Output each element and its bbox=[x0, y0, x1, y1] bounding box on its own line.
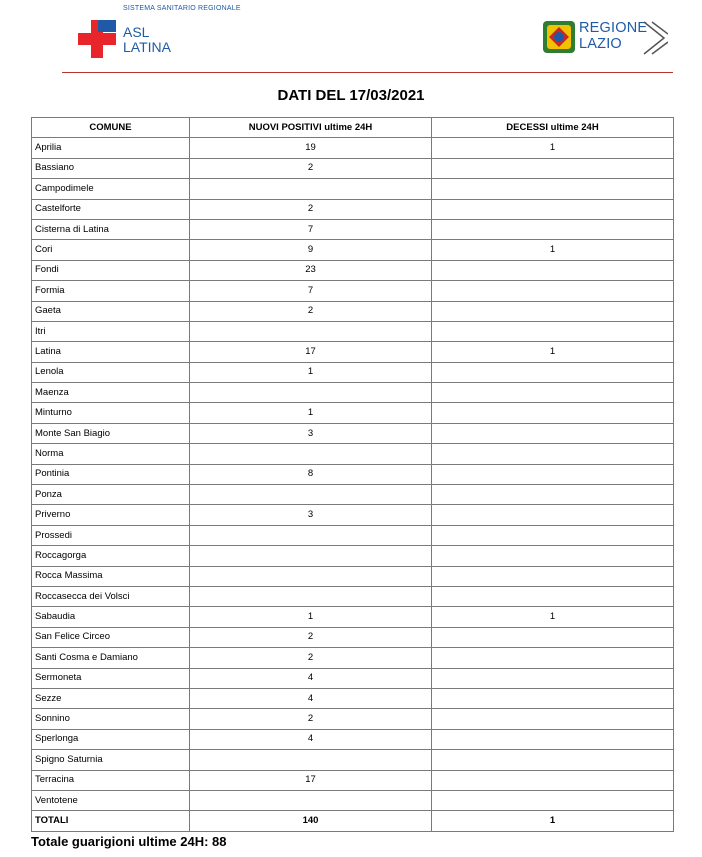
nuovi-positivi-cell: 19 bbox=[190, 138, 432, 158]
regione-lazio-text bbox=[579, 20, 647, 52]
comune-cell: Santi Cosma e Damiano bbox=[32, 648, 190, 668]
total-nuovi-positivi: 140 bbox=[190, 811, 432, 831]
decessi-cell bbox=[432, 219, 674, 239]
comune-cell: Priverno bbox=[32, 505, 190, 525]
table-row bbox=[32, 240, 674, 260]
comune-cell: Lenola bbox=[32, 362, 190, 382]
nuovi-positivi-cell bbox=[190, 546, 432, 566]
comune-cell: Sonnino bbox=[32, 709, 190, 729]
nuovi-positivi-cell: 17 bbox=[190, 342, 432, 362]
table-row bbox=[32, 158, 674, 178]
nuovi-positivi-cell: 9 bbox=[190, 240, 432, 260]
comune-cell: Ventotene bbox=[32, 790, 190, 810]
nuovi-positivi-cell bbox=[190, 566, 432, 586]
decessi-cell bbox=[432, 423, 674, 443]
table-row bbox=[32, 627, 674, 647]
decessi-cell bbox=[432, 770, 674, 790]
comune-cell: Aprilia bbox=[32, 138, 190, 158]
comune-cell: Roccasecca dei Volsci bbox=[32, 586, 190, 606]
table-row bbox=[32, 383, 674, 403]
decessi-cell: 1 bbox=[432, 240, 674, 260]
comune-cell: Cisterna di Latina bbox=[32, 219, 190, 239]
table-row bbox=[32, 342, 674, 362]
comune-cell: Pontinia bbox=[32, 464, 190, 484]
comune-cell: Monte San Biagio bbox=[32, 423, 190, 443]
table-row bbox=[32, 321, 674, 341]
nuovi-positivi-cell: 1 bbox=[190, 403, 432, 423]
table-row bbox=[32, 138, 674, 158]
table-row bbox=[32, 668, 674, 688]
nuovi-positivi-cell bbox=[190, 586, 432, 606]
decessi-cell bbox=[432, 362, 674, 382]
lazio-chevron-icon bbox=[642, 20, 668, 56]
decessi-cell bbox=[432, 586, 674, 606]
decessi-cell bbox=[432, 627, 674, 647]
decessi-cell bbox=[432, 668, 674, 688]
table-row bbox=[32, 607, 674, 627]
asl-latina-logo bbox=[78, 4, 278, 60]
decessi-cell bbox=[432, 260, 674, 280]
asl-line1: ASL bbox=[123, 24, 150, 40]
table-row bbox=[32, 586, 674, 606]
regione-lazio-logo bbox=[542, 18, 668, 58]
table-row bbox=[32, 444, 674, 464]
comune-cell: Sperlonga bbox=[32, 729, 190, 749]
column-header-comune: COMUNE bbox=[32, 118, 190, 138]
comune-cell: Itri bbox=[32, 321, 190, 341]
totals-label: TOTALI bbox=[32, 811, 190, 831]
comune-cell: Sermoneta bbox=[32, 668, 190, 688]
decessi-cell bbox=[432, 301, 674, 321]
table-row bbox=[32, 423, 674, 443]
decessi-cell bbox=[432, 383, 674, 403]
decessi-cell bbox=[432, 444, 674, 464]
decessi-cell bbox=[432, 729, 674, 749]
comune-cell: Formia bbox=[32, 281, 190, 301]
nuovi-positivi-cell: 1 bbox=[190, 362, 432, 382]
comune-cell: San Felice Circeo bbox=[32, 627, 190, 647]
table-row bbox=[32, 464, 674, 484]
comune-cell: Gaeta bbox=[32, 301, 190, 321]
decessi-cell bbox=[432, 688, 674, 708]
nuovi-positivi-cell: 3 bbox=[190, 423, 432, 443]
lazio-line2: LAZIO bbox=[579, 36, 622, 52]
table-row bbox=[32, 260, 674, 280]
table-row bbox=[32, 648, 674, 668]
decessi-cell bbox=[432, 546, 674, 566]
comune-cell: Campodimele bbox=[32, 179, 190, 199]
regione-lazio-emblem-icon bbox=[542, 20, 576, 54]
decessi-cell bbox=[432, 750, 674, 770]
table-row bbox=[32, 525, 674, 545]
nuovi-positivi-cell bbox=[190, 383, 432, 403]
nuovi-positivi-cell: 2 bbox=[190, 648, 432, 668]
table-row bbox=[32, 688, 674, 708]
table-row bbox=[32, 301, 674, 321]
decessi-cell bbox=[432, 179, 674, 199]
decessi-cell bbox=[432, 199, 674, 219]
table-row bbox=[32, 281, 674, 301]
nuovi-positivi-cell bbox=[190, 444, 432, 464]
nuovi-positivi-cell: 2 bbox=[190, 709, 432, 729]
table-row bbox=[32, 219, 674, 239]
decessi-cell bbox=[432, 566, 674, 586]
table-row bbox=[32, 546, 674, 566]
nuovi-positivi-cell: 7 bbox=[190, 219, 432, 239]
table-row bbox=[32, 362, 674, 382]
comune-cell: Spigno Saturnia bbox=[32, 750, 190, 770]
asl-tagline: SISTEMA SANITARIO REGIONALE bbox=[123, 5, 241, 12]
nuovi-positivi-cell: 8 bbox=[190, 464, 432, 484]
nuovi-positivi-cell: 2 bbox=[190, 158, 432, 178]
total-decessi: 1 bbox=[432, 811, 674, 831]
nuovi-positivi-cell: 3 bbox=[190, 505, 432, 525]
comune-cell: Maenza bbox=[32, 383, 190, 403]
totals-row bbox=[32, 811, 674, 831]
nuovi-positivi-cell: 2 bbox=[190, 199, 432, 219]
decessi-cell bbox=[432, 321, 674, 341]
nuovi-positivi-cell bbox=[190, 525, 432, 545]
comune-cell: Terracina bbox=[32, 770, 190, 790]
health-cross-icon bbox=[78, 20, 116, 58]
table-row bbox=[32, 770, 674, 790]
nuovi-positivi-cell: 17 bbox=[190, 770, 432, 790]
page-title: DATI DEL 17/03/2021 bbox=[277, 87, 425, 104]
comune-cell: Prossedi bbox=[32, 525, 190, 545]
document-header bbox=[0, 0, 702, 75]
decessi-cell bbox=[432, 158, 674, 178]
comune-cell: Castelforte bbox=[32, 199, 190, 219]
decessi-cell bbox=[432, 281, 674, 301]
lazio-line1: REGIONE bbox=[579, 20, 648, 36]
table-row bbox=[32, 790, 674, 810]
decessi-cell bbox=[432, 505, 674, 525]
decessi-cell bbox=[432, 485, 674, 505]
table-row bbox=[32, 505, 674, 525]
nuovi-positivi-cell: 2 bbox=[190, 627, 432, 647]
column-header-decessi: DECESSI ultime 24H bbox=[432, 118, 674, 138]
comune-cell: Roccagorga bbox=[32, 546, 190, 566]
total-recoveries: Totale guarigioni ultime 24H: 88 bbox=[31, 834, 227, 849]
table-row bbox=[32, 179, 674, 199]
comune-cell: Bassiano bbox=[32, 158, 190, 178]
comune-cell: Sezze bbox=[32, 688, 190, 708]
asl-name bbox=[123, 25, 171, 55]
comune-cell: Fondi bbox=[32, 260, 190, 280]
decessi-cell bbox=[432, 648, 674, 668]
decessi-cell bbox=[432, 403, 674, 423]
comune-cell: Sabaudia bbox=[32, 607, 190, 627]
header-divider bbox=[62, 72, 673, 73]
table-header-row bbox=[32, 118, 674, 138]
comune-cell: Cori bbox=[32, 240, 190, 260]
comune-cell: Ponza bbox=[32, 485, 190, 505]
nuovi-positivi-cell: 7 bbox=[190, 281, 432, 301]
column-header-nuovi-positivi: NUOVI POSITIVI ultime 24H bbox=[190, 118, 432, 138]
nuovi-positivi-cell bbox=[190, 750, 432, 770]
table-row bbox=[32, 566, 674, 586]
table-row bbox=[32, 729, 674, 749]
table-row bbox=[32, 403, 674, 423]
nuovi-positivi-cell: 4 bbox=[190, 688, 432, 708]
decessi-cell bbox=[432, 464, 674, 484]
nuovi-positivi-cell: 4 bbox=[190, 729, 432, 749]
table-row bbox=[32, 485, 674, 505]
nuovi-positivi-cell bbox=[190, 485, 432, 505]
comune-cell: Latina bbox=[32, 342, 190, 362]
nuovi-positivi-cell bbox=[190, 321, 432, 341]
table-row bbox=[32, 750, 674, 770]
nuovi-positivi-cell bbox=[190, 790, 432, 810]
decessi-cell: 1 bbox=[432, 607, 674, 627]
nuovi-positivi-cell: 2 bbox=[190, 301, 432, 321]
table-row bbox=[32, 199, 674, 219]
decessi-cell bbox=[432, 525, 674, 545]
decessi-cell: 1 bbox=[432, 138, 674, 158]
decessi-cell: 1 bbox=[432, 342, 674, 362]
decessi-cell bbox=[432, 790, 674, 810]
comune-cell: Minturno bbox=[32, 403, 190, 423]
comune-cell: Rocca Massima bbox=[32, 566, 190, 586]
covid-data-table bbox=[31, 117, 674, 832]
decessi-cell bbox=[432, 709, 674, 729]
table-row bbox=[32, 709, 674, 729]
asl-line2: LATINA bbox=[123, 39, 171, 55]
nuovi-positivi-cell bbox=[190, 179, 432, 199]
nuovi-positivi-cell: 1 bbox=[190, 607, 432, 627]
nuovi-positivi-cell: 4 bbox=[190, 668, 432, 688]
comune-cell: Norma bbox=[32, 444, 190, 464]
nuovi-positivi-cell: 23 bbox=[190, 260, 432, 280]
